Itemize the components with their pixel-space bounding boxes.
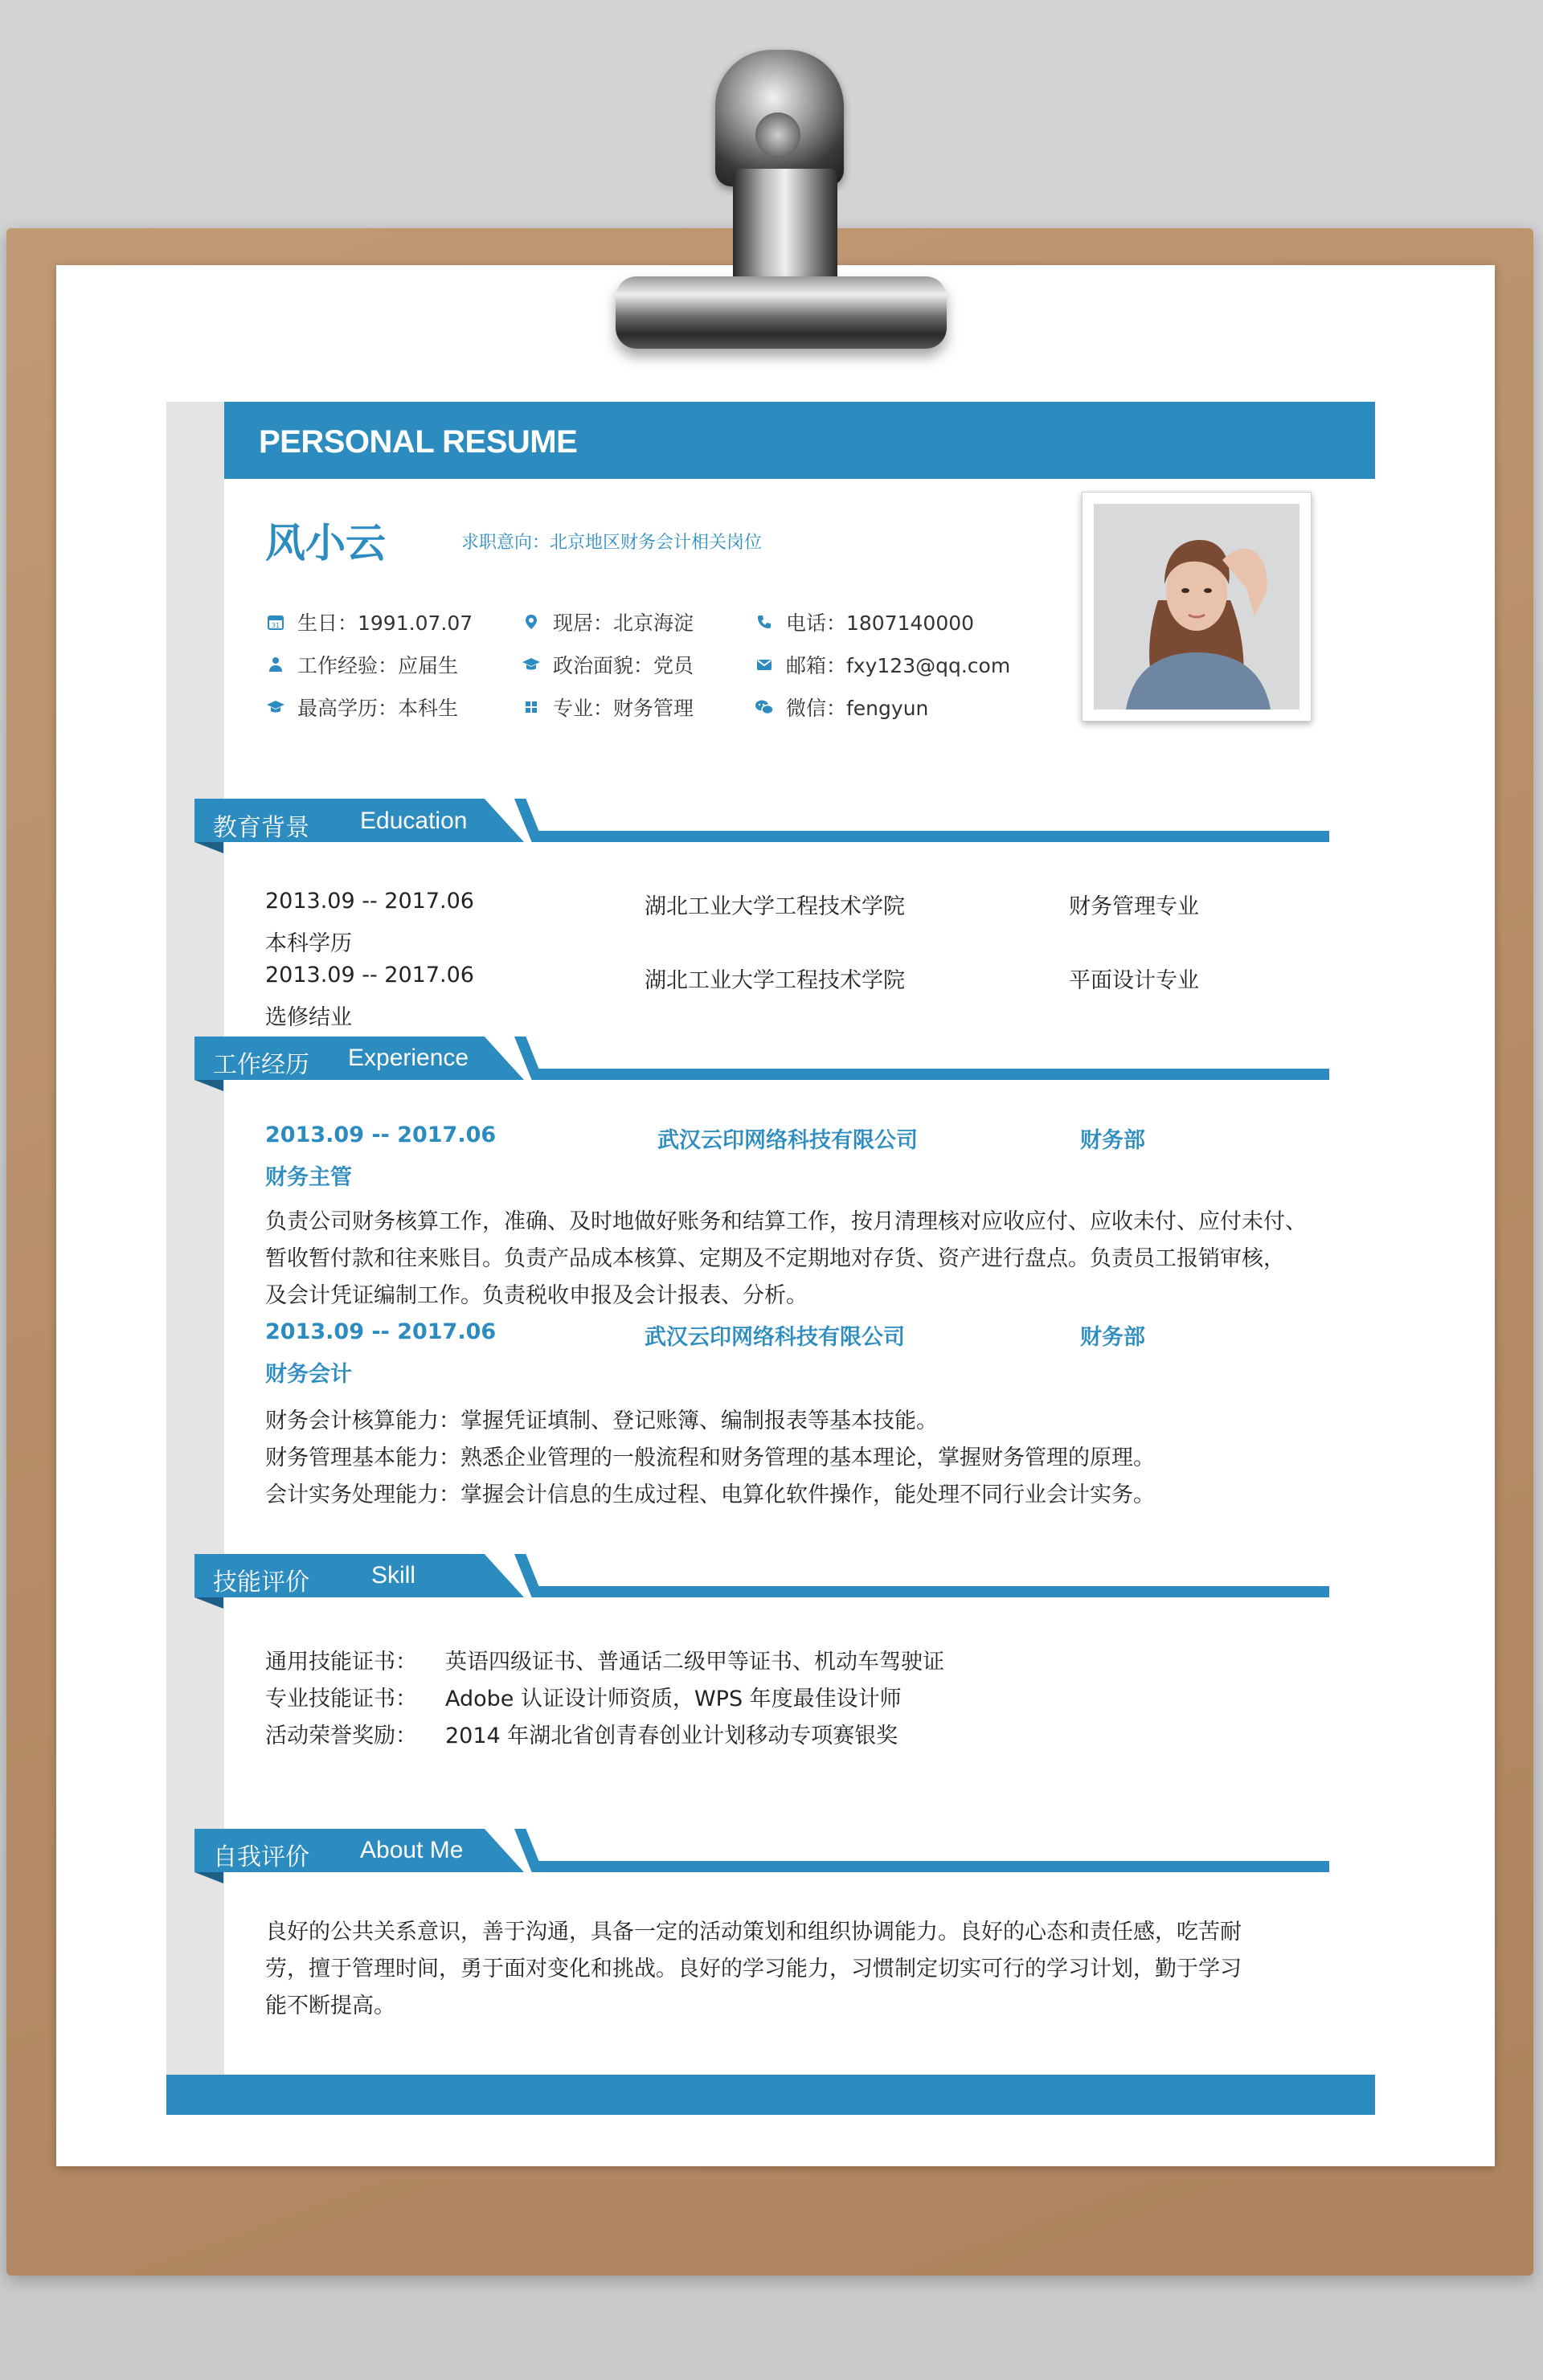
section-line: [538, 1861, 1329, 1872]
edu-period: 2013.09 -- 2017.06: [265, 963, 474, 988]
portrait-photo: [1094, 504, 1299, 710]
left-gray-strip: [166, 402, 224, 2076]
info-text: 专业：财务管理: [553, 697, 694, 720]
info-wechat: [754, 693, 928, 722]
job-dept: 财务部: [1080, 1128, 1145, 1153]
desc-line: 财务会计核算能力：掌握凭证填制、登记账簿、编制报表等基本技能。: [265, 1409, 938, 1433]
info-text: 电话：1807140000: [786, 611, 975, 635]
info-location: [521, 607, 694, 636]
section-fold: [194, 1597, 223, 1609]
job-period: 2013.09 -- 2017.06: [265, 1123, 497, 1147]
footer-bar: [166, 2075, 1375, 2115]
mail-icon: [754, 654, 775, 675]
svg-text:31: 31: [271, 622, 280, 629]
skill-label: 通用技能证书：: [265, 1650, 417, 1675]
info-text: 邮箱：fxy123@qq.com: [786, 654, 1011, 677]
binder-clip-neck: [733, 169, 837, 289]
calendar-icon: [265, 611, 286, 632]
binder-clip-hole: [755, 112, 800, 157]
section-fold: [194, 1080, 223, 1091]
skill-label: 专业技能证书：: [265, 1687, 417, 1711]
info-phone: [754, 607, 974, 636]
info-birthday: [265, 607, 473, 636]
wechat-icon: [754, 697, 775, 718]
job-dept: 财务部: [1080, 1325, 1145, 1350]
desc-line: 会计实务处理能力：掌握会计信息的生成过程、电算化软件操作，能处理不同行业会计实务。: [265, 1482, 1155, 1507]
resume-title: PERSONAL RESUME: [259, 424, 578, 460]
skill-value: Adobe 认证设计师资质，WPS 年度最佳设计师: [445, 1687, 902, 1711]
job-company: 武汉云印网络科技有限公司: [657, 1128, 918, 1153]
about-line: 能不断提高。: [265, 1994, 395, 2018]
phone-icon: [754, 611, 775, 632]
section-line: [538, 1069, 1329, 1080]
section-fold: [194, 842, 223, 853]
section-title-cn: 技能评价: [213, 1568, 309, 1597]
graduation-cap-icon: [265, 697, 286, 718]
desc-line: 负责公司财务核算工作，准确、及时地做好账务和结算工作，按月清理核对应收应付、应收未付、应付未付、: [265, 1209, 1307, 1234]
section-title-cn: 自我评价: [213, 1843, 309, 1871]
job-role: 财务主管: [265, 1165, 352, 1190]
windows-grid-icon: [521, 697, 542, 718]
info-text: 最高学历：本科生: [297, 697, 459, 720]
section-title-cn: 教育背景: [213, 814, 309, 842]
section-title-cn: 工作经历: [213, 1051, 309, 1079]
info-text: 微信：fengyun: [786, 697, 929, 720]
job-period: 2013.09 -- 2017.06: [265, 1319, 497, 1344]
about-line: 劳，擅于管理时间，勇于面对变化和挑战。良好的学习能力，习惯制定切实可行的学习计划，勤于学习: [265, 1957, 1242, 1981]
skill-value: 2014 年湖北省创青春创业计划移动专项赛银奖: [445, 1724, 898, 1748]
location-icon: [521, 611, 542, 632]
info-text: 工作经验：应届生: [297, 654, 459, 677]
desc-line: 暂收暂付款和往来账目。负责产品成本核算、定期及不定期地对存货、资产进行盘点。负责员工报销审核，: [265, 1246, 1285, 1271]
info-text: 现居：北京海淀: [553, 611, 694, 635]
person-icon: [265, 654, 286, 675]
edu-major: 财务管理专业: [1069, 894, 1199, 919]
about-line: 良好的公共关系意识，善于沟通，具备一定的活动策划和组织协调能力。良好的心态和责任感，吃苦耐: [265, 1920, 1242, 1944]
edu-degree: 本科学历: [265, 931, 352, 956]
edu-major: 平面设计专业: [1069, 968, 1199, 993]
desc-line: 及会计凭证编制工作。负责税收申报及会计报表、分析。: [265, 1283, 808, 1308]
section-title-en: Skill: [371, 1562, 416, 1589]
edu-degree: 选修结业: [265, 1005, 352, 1030]
skill-value: 英语四级证书、普通话二级甲等证书、机动车驾驶证: [445, 1650, 944, 1675]
section-title-en: Experience: [348, 1045, 469, 1071]
job-role: 财务会计: [265, 1362, 352, 1387]
info-political: [521, 650, 694, 679]
job-description: [265, 1204, 1307, 1315]
section-line: [538, 831, 1329, 842]
skill-label: 活动荣誉奖励：: [265, 1724, 417, 1748]
edu-period: 2013.09 -- 2017.06: [265, 889, 474, 914]
about-text: [265, 1914, 1242, 2025]
info-work-experience: [265, 650, 458, 679]
applicant-name: 风小云: [265, 520, 386, 566]
job-description: [265, 1403, 1155, 1514]
section-fold: [194, 1872, 223, 1883]
edu-school: 湖北工业大学工程技术学院: [645, 968, 905, 993]
job-intent: 求职意向：北京地区财务会计相关岗位: [461, 533, 763, 553]
desc-line: 财务管理基本能力：熟悉企业管理的一般流程和财务管理的基本理论，掌握财务管理的原理。: [265, 1446, 1155, 1470]
section-title-en: Education: [360, 808, 468, 834]
section-line: [538, 1586, 1329, 1597]
info-email: [754, 650, 1010, 679]
graduation-cap-icon: [521, 654, 542, 675]
info-text: 政治面貌：党员: [553, 654, 694, 677]
job-company: 武汉云印网络科技有限公司: [645, 1325, 905, 1350]
photo-frame: [1082, 492, 1312, 722]
info-education-level: [265, 693, 458, 722]
binder-clip-base: [616, 276, 947, 349]
info-text: 生日：1991.07.07: [297, 611, 473, 635]
section-title-en: About Me: [360, 1837, 464, 1863]
info-major: [521, 693, 694, 722]
edu-school: 湖北工业大学工程技术学院: [645, 894, 905, 919]
